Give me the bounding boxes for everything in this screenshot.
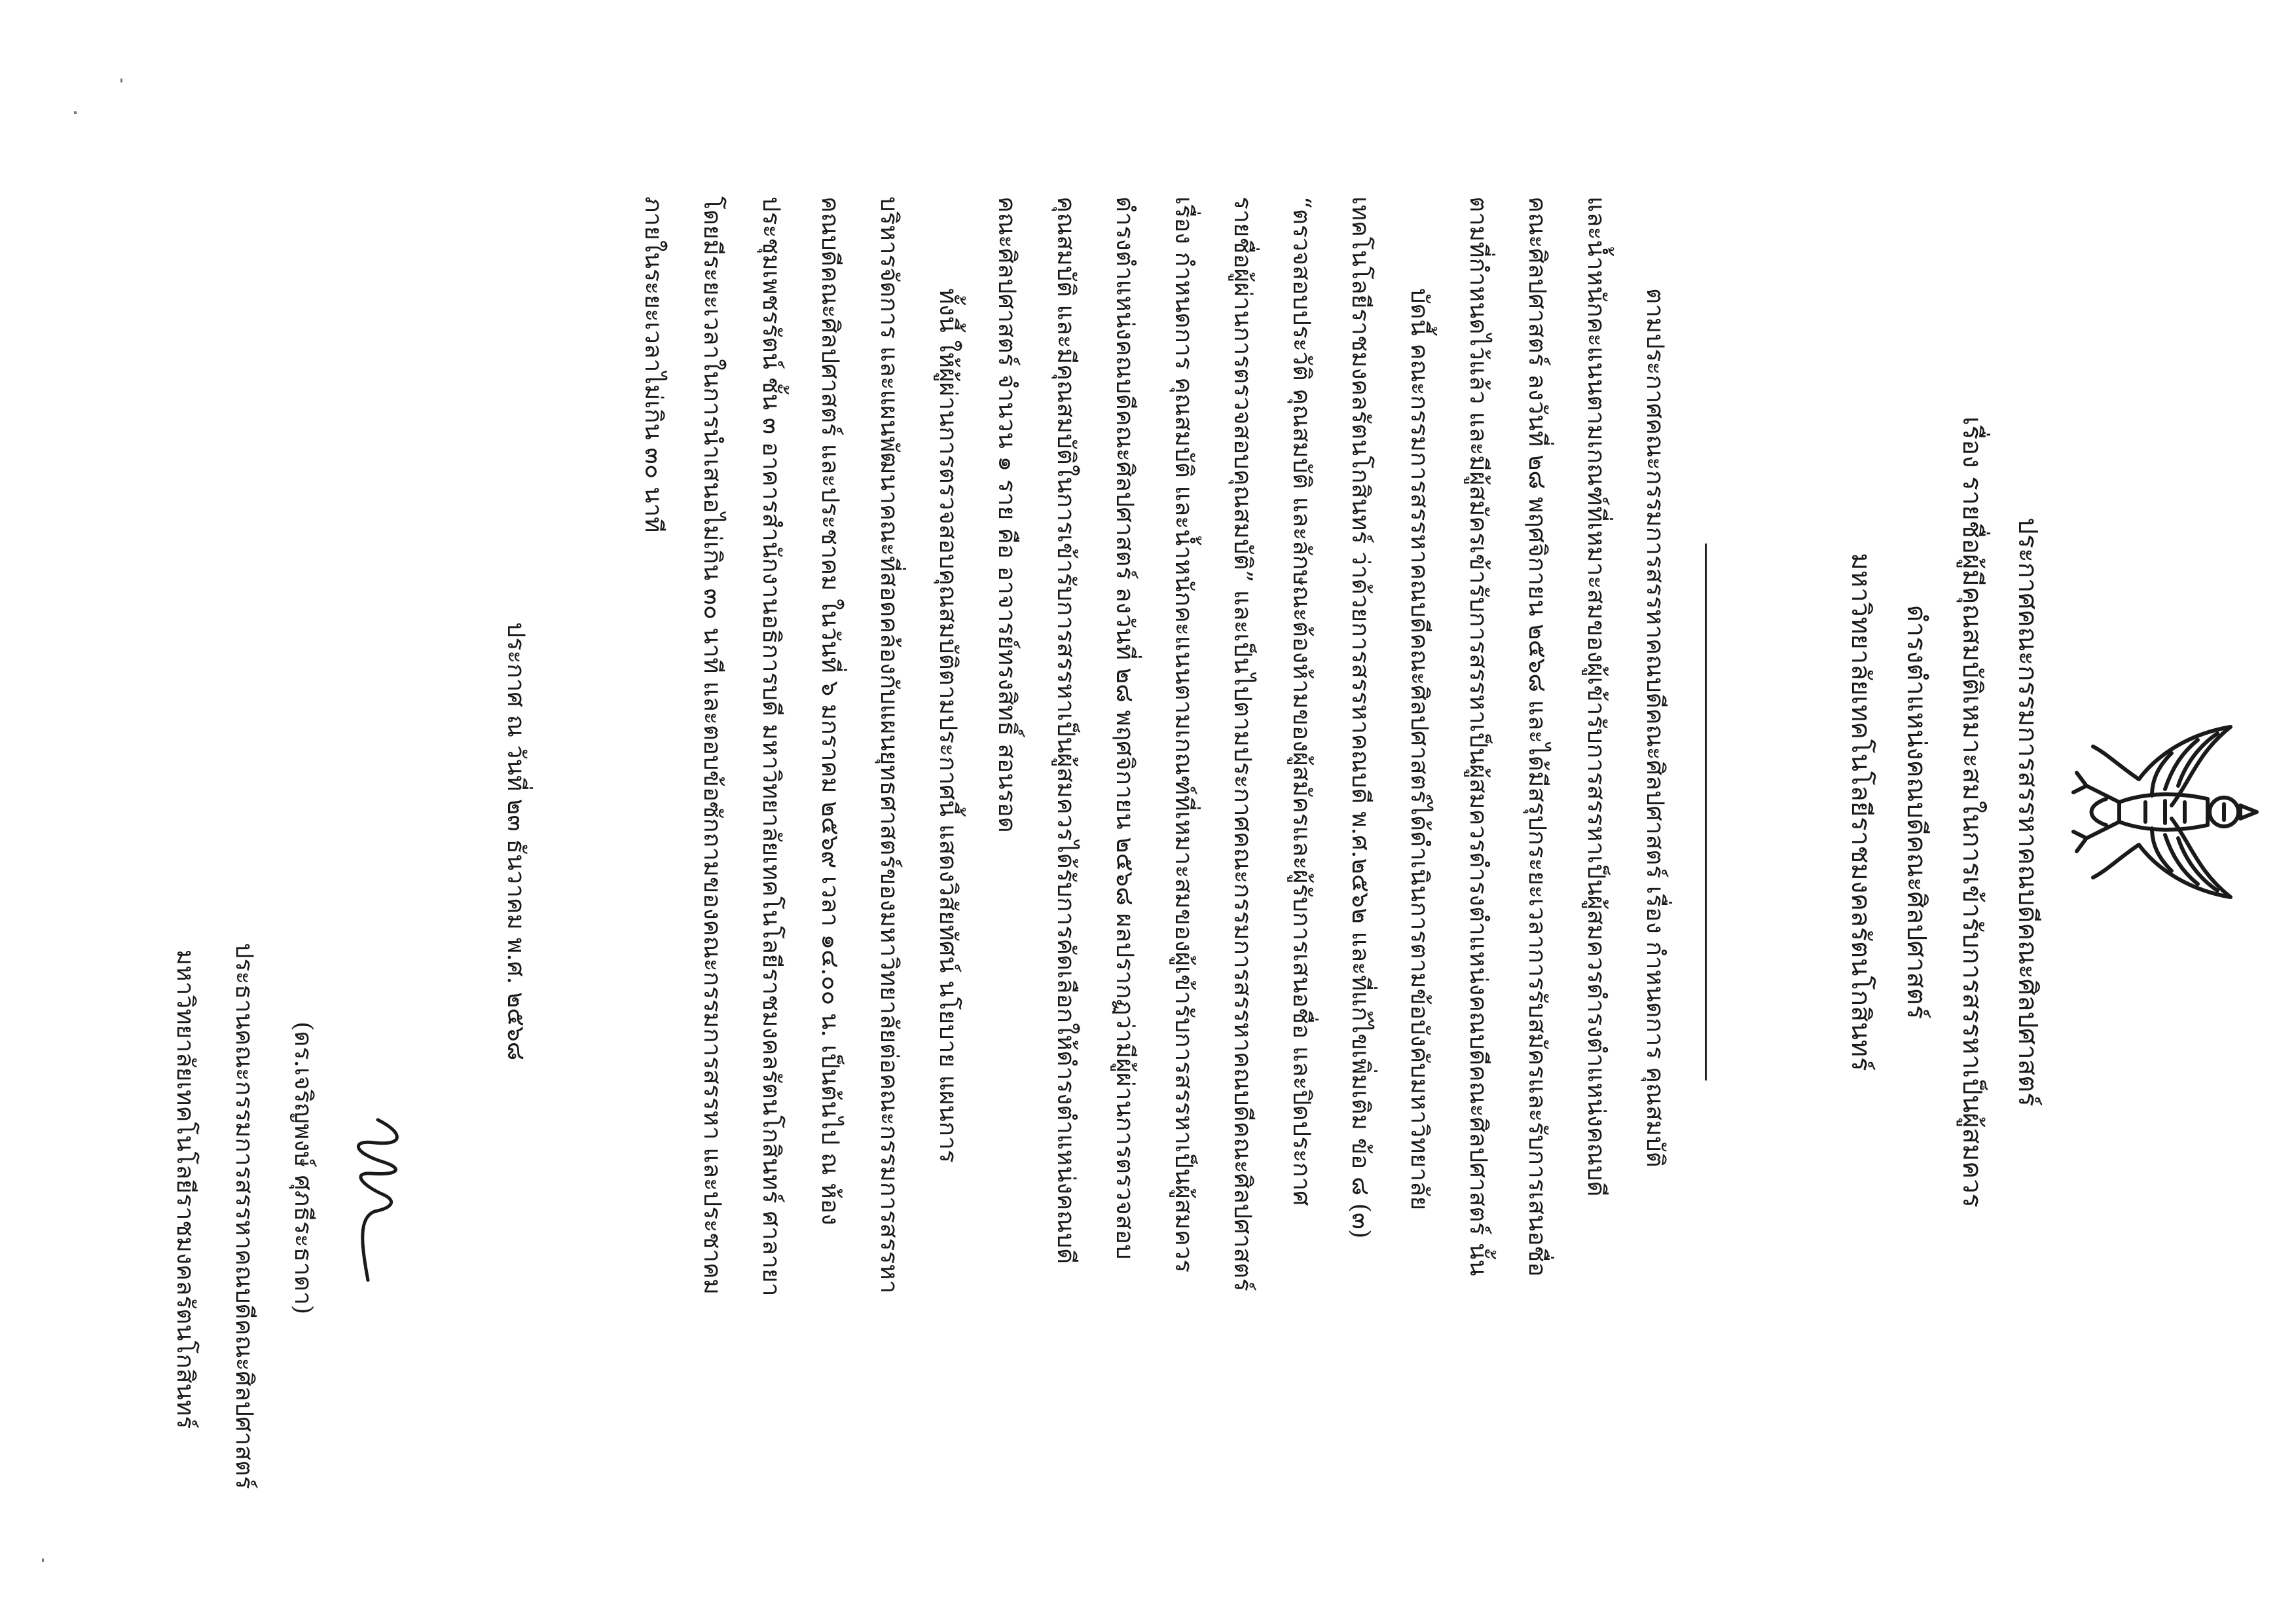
paragraph-2-line: เทคโนโลยีราชมงคลรัตนโกสินทร์ ว่าด้วยการสรรหาคณบดี พ.ศ.๒๕๖๒ และที่แก้ไขเพิ่มเติม ข้อ ๘ (๓) <box>1347 196 1375 1239</box>
paragraph-3-line: ทั้งนี้ ให้ผู้ผ่านการตรวจสอบคุณสมบัติตามประกาศนี้ แสดงวิสัยทัศน์ นโยบาย แผนการ <box>934 288 962 1163</box>
paragraph-2-line: เรื่อง กำหนดการ คุณสมบัติ และน้ำหนักคะแนนตามเกณฑ์ที่เหมาะสมของผู้เข้ารับการสรรหาเป็นผู้สมควร <box>1170 196 1198 1273</box>
signer-name: (ดร.เจริญพงษ์ ศุภธีระธาดา) <box>289 1022 318 1315</box>
paragraph-3-line: คณบดีคณะศิลปศาสตร์ และประชาคม ในวันที่ ๖ มกราคม ๒๕๖๙ เวลา ๑๔.๐๐ น. เป็นต้นไป ณ ห้อง <box>816 196 845 1226</box>
signer-position: ประธานคณะกรรมการสรรหาคณบดีคณะศิลปศาสตร์ <box>230 943 259 1489</box>
header-divider <box>1705 544 1707 1080</box>
paragraph-2-line: คณะศิลปศาสตร์ จำนวน ๑ ราย คือ อาจารย์ทรงสิทธิ์ สอนรอด <box>993 196 1021 833</box>
header-line-1: ประกาศคณะกรรมการสรรหาคณบดีคณะศิลปศาสตร์ <box>2013 517 2043 1107</box>
paragraph-3-line: ภายในระยะเวลาไม่เกิน ๓๐ นาที <box>640 196 668 533</box>
paragraph-2-line: บัดนี้ คณะกรรมการสรรหาคณบดีคณะศิลปศาสตร์ได้ดำเนินการตามข้อบังคับมหาวิทยาลัย <box>1406 288 1434 1211</box>
header-line-2: เรื่อง รายชื่อผู้มีคุณสมบัติเหมาะสมในการเข้ารับการสรรหาเป็นผู้สมควร <box>1957 416 1987 1208</box>
paragraph-2-line: “ตรวจสอบประวัติ คุณสมบัติ และลักษณะต้องห้ามของผู้สมัครและผู้รับการเสนอชื่อ และปิดประกาศ <box>1288 196 1316 1206</box>
paragraph-3-line: โดยมีระยะเวลาในการนำเสนอไม่เกิน ๓๐ นาที และตอบข้อซักถามของคณะกรรมการสรรหา และประชาคม <box>699 196 727 1295</box>
paragraph-1-line: และน้ำหนักคะแนนตามเกณฑ์ที่เหมาะสมของผู้เข้ารับการสรรหาเป็นผู้สมควรดำรงตำแหน่งคณบดี <box>1582 196 1611 1197</box>
garuda-emblem <box>2067 707 2270 917</box>
paragraph-3-line: ประชุมเพชรรัตน์ ชั้น ๓ อาคารสำนักงานอธิการบดี มหาวิทยาลัยเทคโนโลยีราชมงคลรัตนโกสินทร์ ศาลายา <box>757 196 786 1297</box>
signature-image <box>338 1113 424 1290</box>
paragraph-1-line: ตามที่กำหนดไว้แล้ว และมีผู้สมัครเข้ารับการสรรหาเป็นผู้สมควรดำรงตำแหน่งคณบดีคณะศิลปศาสตร์ นั้น <box>1465 196 1493 1276</box>
paragraph-2-line: รายชื่อผู้ผ่านการตรวจสอบคุณสมบัติ” และเป็นไปตามประกาศคณะกรรมการสรรหาคณบดีคณะศิลปศาสตร์ <box>1229 196 1257 1292</box>
header-line-3: ดำรงตำแหน่งคณบดีคณะศิลปศาสตร์ <box>1901 604 1931 1020</box>
paragraph-2-line: ดำรงตำแหน่งคณบดีคณะศิลปศาสตร์ ลงวันที่ ๒๘ พฤศจิกายน ๒๕๖๘ ผลปรากฏว่ามีผู้ผ่านการตรวจสอบ <box>1111 196 1139 1260</box>
scan-speck <box>42 1559 44 1562</box>
scan-speck <box>74 111 77 114</box>
paragraph-2-line: คุณสมบัติ และมีคุณสมบัติในการเข้ารับการสรรหาเป็นผู้สมควรได้รับการคัดเลือกให้ดำรงตำแหน่งคณบดี <box>1052 196 1080 1264</box>
paragraph-3-line: บริหารจัดการ และแผนพัฒนาคณะที่สอดคล้องกับแผนยุทธศาสตร์ของมหาวิทยาลัยต่อคณะกรรมการสรรหา <box>875 196 903 1294</box>
header-line-4: มหาวิทยาลัยเทคโนโลยีราชมงคลรัตนโกสินทร์ <box>1846 553 1876 1071</box>
paragraph-1-line: ตามประกาศคณะกรรมการสรรหาคณบดีคณะศิลปศาสตร์ เรื่อง กำหนดการ คุณสมบัติ <box>1641 288 1669 1168</box>
signer-affiliation: มหาวิทยาลัยเทคโนโลยีราชมงคลรัตนโกสินทร์ <box>172 950 200 1429</box>
scan-speck <box>120 79 122 83</box>
announce-date: ประกาศ ณ วันที่ ๒๓ ธันวาคม พ.ศ. ๒๕๖๘ <box>502 622 530 1061</box>
paragraph-1-line: คณะศิลปศาสตร์ ลงวันที่ ๒๘ พฤศจิกายน ๒๕๖๘ และได้มีสรุปกระยะเวลาการรับสมัครและรับการเสนอชื่อ <box>1523 196 1552 1277</box>
